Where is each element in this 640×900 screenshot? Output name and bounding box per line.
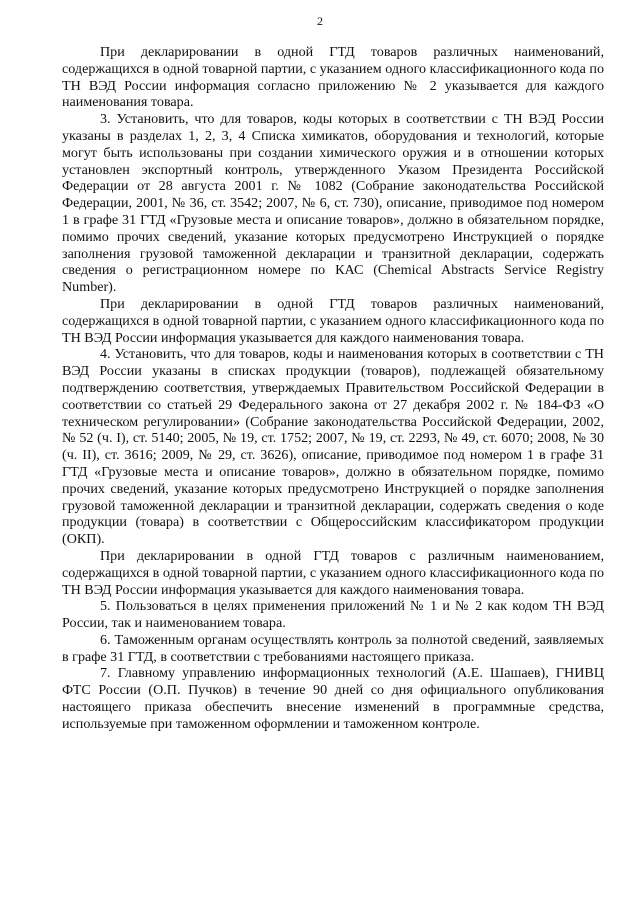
paragraph-item-3-chemicals: 3. Установить, что для товаров, коды которых в соответствии с ТН ВЭД России указаны в разделах 1, 2, 3, 4 Списка химикатов, оборудования и технологий, которые могут быть использованы при создании химического оружия и в отношении которых установлен экспортный контроль, утвержденного Указом Президента Российской Федерации от 28 августа 2001 г. № 1082 (Собрание законодательства Российской Федерации, 2001, № 36, ст. 3542; 2007, № 6, ст. 730), описание, приводимое под номером 1 в графе 31 ГТД «Грузовые места и описание товаров», должно в обязательном порядке, помимо прочих сведений, указание которых предусмотрено Инструкцией о порядке заполнения грузовой таможенной декларации и транзитной декларации, содержать сведения о регистрационном номере по КАС (Chemical Abstracts Service Registry Number).: [62, 111, 604, 296]
paragraph-declaration-note-3: При декларировании в одной ГТД товаров с различным наименованием, содержащихся в одной товарной партии, с указанием одного классификационного кода по ТН ВЭД России информация указывается для каждого наименования товара.: [62, 547, 604, 598]
paragraph-item-7: 7. Главному управлению информационных технологий (А.Е. Шашаев), ГНИВЦ ФТС России (О.П. Пучков) в течение 90 дней со дня официального опубликования настоящего приказа обеспечить внесение изменений в программные средства, используемые при таможенном оформлении и таможенном контроле.: [62, 665, 604, 732]
paragraph-declaration-note-1: При декларировании в одной ГТД товаров различных наименований, содержащихся в одной товарной партии, с указанием одного классификационного кода по ТН ВЭД России информация согласно приложению № 2 указывается для каждого наименования товара.: [62, 44, 604, 111]
page-number: 2: [317, 14, 323, 28]
document-body: [62, 44, 604, 733]
paragraph-item-6: 6. Таможенным органам осуществлять контроль за полнотой сведений, заявляемых в графе 31 ГТД, в соответствии с требованиями настоящего приказа.: [62, 631, 604, 665]
paragraph-item-4-conformity: 4. Установить, что для товаров, коды и наименования которых в соответствии с ТН ВЭД России указаны в списках продукции (товаров), подлежащей обязательному подтверждению соответствия, утверждаемых Правительством Российской Федерации в соответствии со статьей 29 Федерального закона от 27 декабря 2002 г. № 184-ФЗ «О техническом регулировании» (Собрание законодательства Российской Федерации, 2002, № 52 (ч. I), ст. 5140; 2005, № 19, ст. 1752; 2007, № 19, ст. 2293, № 49, ст. 6070; 2008, № 30 (ч. II), ст. 3616; 2009, № 29, ст. 3626), описание, приводимое под номером 1 в графе 31 ГТД «Грузовые места и описание товаров», должно в обязательном порядке, помимо прочих сведений, указание которых предусмотрено Инструкцией о порядке заполнения грузовой таможенной декларации и транзитной декларации, содержать сведения о коде продукции (товара) в соответствии с Общероссийским классификатором продукции (ОКП).: [62, 346, 604, 548]
paragraph-declaration-note-2: При декларировании в одной ГТД товаров различных наименований, содержащихся в одной товарной партии, с указанием одного классификационного кода по ТН ВЭД России информация указывается для каждого наименования товара.: [62, 295, 604, 346]
paragraph-item-5: 5. Пользоваться в целях применения приложений № 1 и № 2 как кодом ТН ВЭД России, так и наименованием товара.: [62, 598, 604, 632]
